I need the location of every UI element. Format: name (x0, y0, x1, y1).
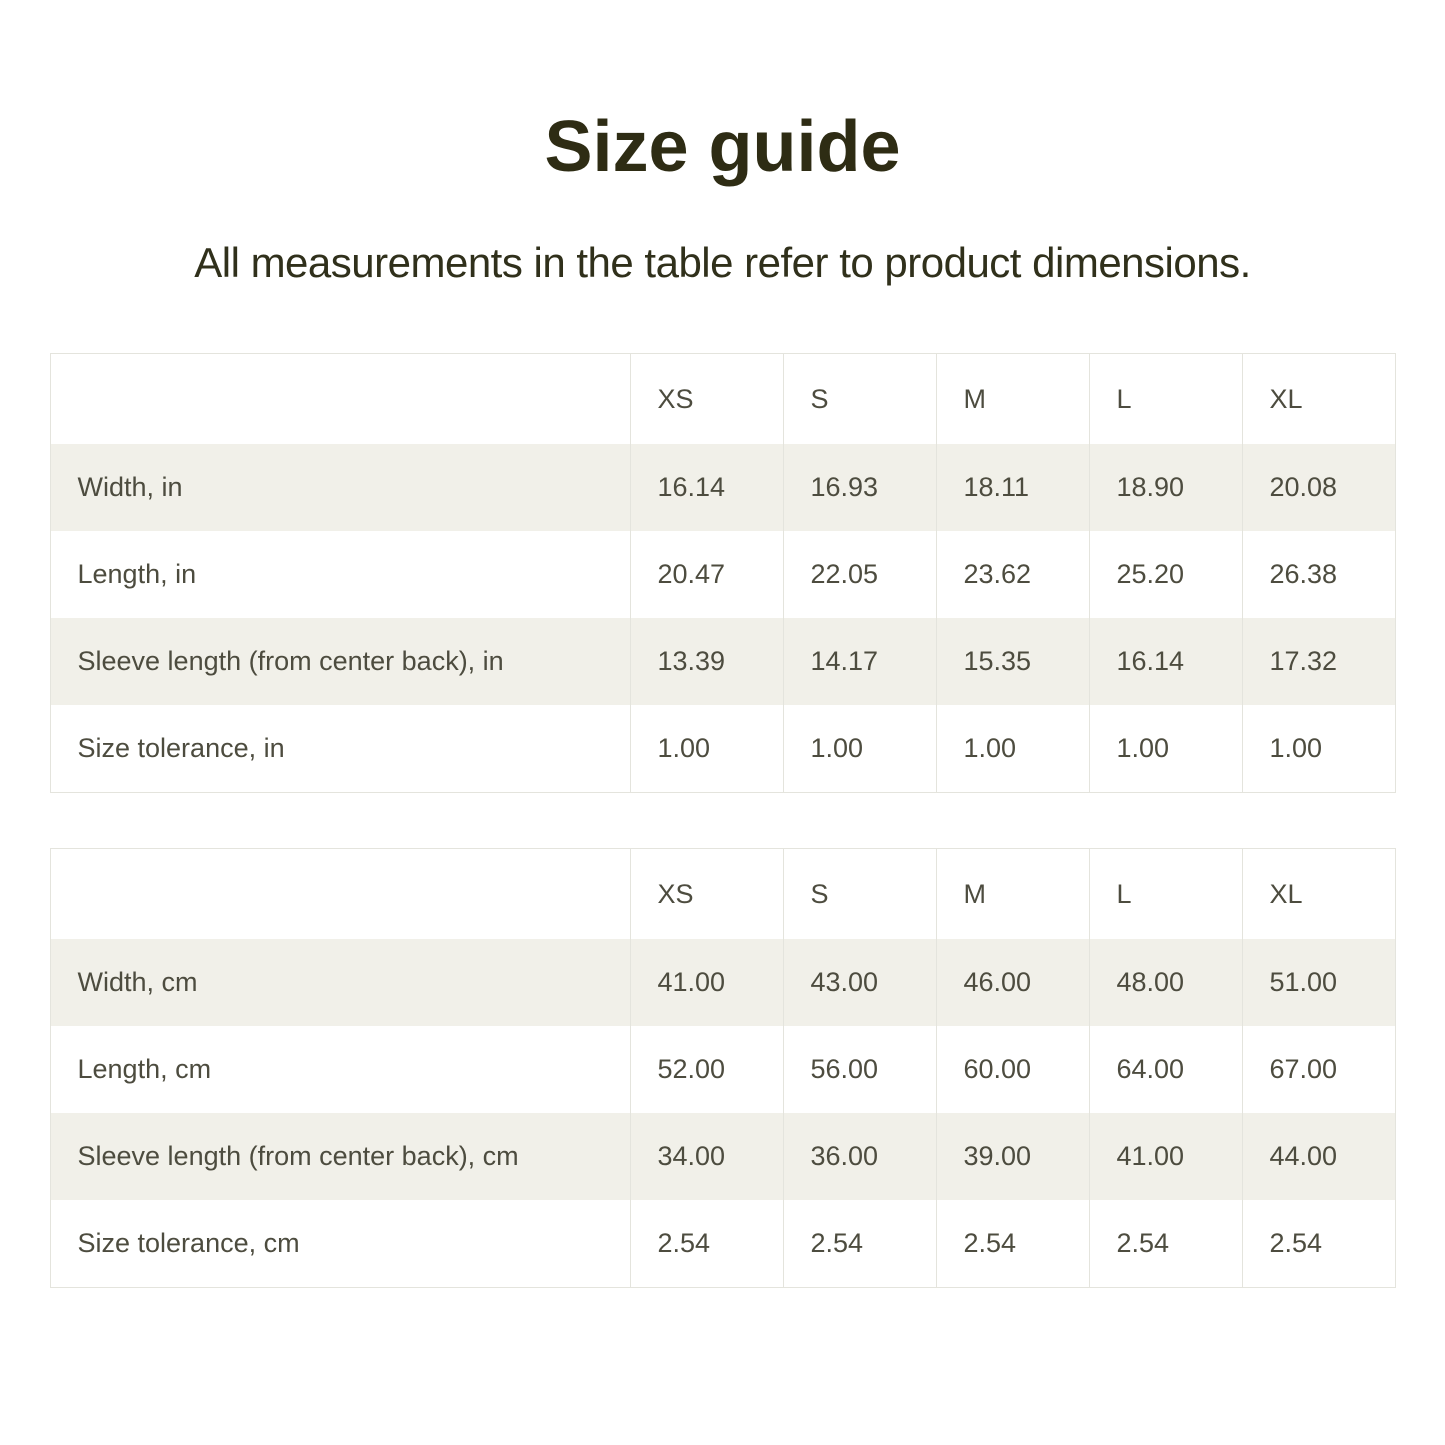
measurement-value: 2.54 (936, 1200, 1089, 1288)
measurement-value: 1.00 (630, 705, 783, 793)
measurement-value: 44.00 (1242, 1113, 1395, 1200)
measurement-value: 48.00 (1089, 939, 1242, 1026)
measurement-value: 25.20 (1089, 531, 1242, 618)
measurement-value: 1.00 (1089, 705, 1242, 793)
measurement-value: 2.54 (1089, 1200, 1242, 1288)
measurement-value: 18.11 (936, 444, 1089, 531)
measurement-value: 39.00 (936, 1113, 1089, 1200)
table-header (50, 354, 1395, 445)
measurement-value: 34.00 (630, 1113, 783, 1200)
measurement-value: 52.00 (630, 1026, 783, 1113)
measurement-value: 17.32 (1242, 618, 1395, 705)
measurement-value: 64.00 (1089, 1026, 1242, 1113)
size-column-header: XS (630, 354, 783, 445)
size-column-header: XL (1242, 849, 1395, 940)
measurement-value: 46.00 (936, 939, 1089, 1026)
measurement-value: 20.08 (1242, 444, 1395, 531)
table-row (50, 531, 1395, 618)
size-column-header: XL (1242, 354, 1395, 445)
measurement-value: 16.14 (1089, 618, 1242, 705)
size-column-header: M (936, 354, 1089, 445)
page-subtitle: All measurements in the table refer to product dimensions. (194, 238, 1251, 286)
corner-cell (50, 354, 630, 445)
measurement-value: 26.38 (1242, 531, 1395, 618)
row-label: Sleeve length (from center back), in (50, 618, 630, 705)
table-row (50, 1113, 1395, 1200)
measurement-value: 18.90 (1089, 444, 1242, 531)
measurement-value: 22.05 (783, 531, 936, 618)
table-row (50, 705, 1395, 793)
table-body (50, 939, 1395, 1288)
measurement-value: 36.00 (783, 1113, 936, 1200)
table-header (50, 849, 1395, 940)
size-table-centimeters (50, 848, 1396, 1288)
table-header-row (50, 354, 1395, 445)
row-label: Sleeve length (from center back), cm (50, 1113, 630, 1200)
table-row (50, 939, 1395, 1026)
row-label: Size tolerance, in (77, 733, 285, 764)
measurement-value: 1.00 (783, 705, 936, 793)
measurement-value: 2.54 (630, 1200, 783, 1288)
measurement-value: 41.00 (630, 939, 783, 1026)
corner-cell (50, 849, 630, 940)
size-column-header: S (783, 354, 936, 445)
table-row (50, 444, 1395, 531)
measurement-value: 60.00 (936, 1026, 1089, 1113)
measurement-value: 23.62 (936, 531, 1089, 618)
measurement-value: 15.35 (936, 618, 1089, 705)
measurement-value: 16.14 (630, 444, 783, 531)
size-table-inches (50, 353, 1396, 793)
table-row (50, 618, 1395, 705)
measurement-value: 14.17 (783, 618, 936, 705)
size-column-header: S (783, 849, 936, 940)
size-column-header: XS (630, 849, 783, 940)
measurement-value: 67.00 (1242, 1026, 1395, 1113)
measurement-value: 41.00 (1089, 1113, 1242, 1200)
measurement-value: 20.47 (630, 531, 783, 618)
page-title: Size guide (544, 107, 901, 187)
measurement-value: 16.93 (783, 444, 936, 531)
measurement-value: 56.00 (783, 1026, 936, 1113)
measurement-value: 1.00 (1242, 705, 1395, 793)
row-label: Length, cm (77, 1054, 212, 1085)
measurement-value: 2.54 (1242, 1200, 1395, 1288)
measurement-value: 13.39 (630, 618, 783, 705)
measurement-value: 1.00 (936, 705, 1089, 793)
measurement-value: 51.00 (1242, 939, 1395, 1026)
row-label: Width, cm (50, 939, 630, 1026)
size-column-header: L (1089, 849, 1242, 940)
row-label: Length, in (77, 559, 197, 590)
table-row (50, 1026, 1395, 1113)
table-row (50, 1200, 1395, 1288)
table-header-row (50, 849, 1395, 940)
measurement-value: 43.00 (783, 939, 936, 1026)
row-label: Size tolerance, cm (77, 1228, 300, 1259)
table-body (50, 444, 1395, 793)
measurement-value: 2.54 (783, 1200, 936, 1288)
size-column-header: M (936, 849, 1089, 940)
size-column-header: L (1089, 354, 1242, 445)
row-label: Width, in (50, 444, 630, 531)
